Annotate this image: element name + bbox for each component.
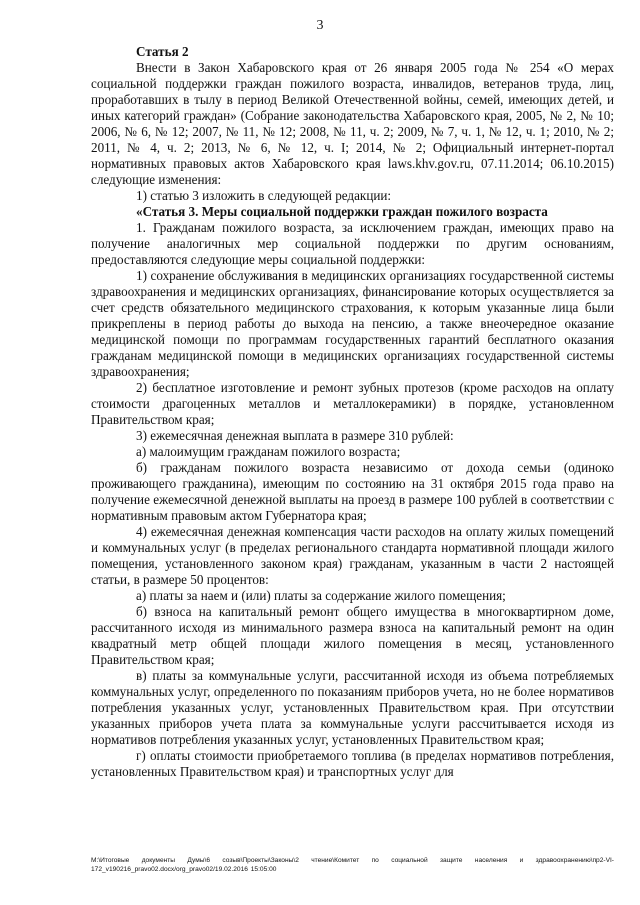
article-title: «Статья 3. Меры социальной поддержки граждан пожилого возраста bbox=[136, 204, 548, 219]
paragraph: в) платы за коммунальные услуги, рассчитанной исходя из объема потребляемых коммунальных услуг, определенного по показаниям приборов учета, но не более нормативов потребления указанных услуг, установленных Правительством края. При отсутствии указанных приборов учета плата за коммунальные услуги рассчитывается исходя из нормативов потребления указанных услуг, установленных Правительством края; bbox=[91, 668, 614, 747]
document-body bbox=[91, 44, 614, 780]
paragraph: 1) сохранение обслуживания в медицинских организациях государственной системы здравоохранения и медицинских организациях, финансирование которых осуществляется за счет средств обязательного медицинского страхования, к которым указанные лица были прикреплены в период работы до выхода на пенсию, а также внеочередное оказание медицинской помощи по программам государственных гарантий бесплатного оказания гражданам медицинской помощи в медицинских организациях государственной системы здравоохранения; bbox=[91, 268, 614, 379]
paragraph: 1. Гражданам пожилого возраста, за исключением граждан, имеющих право на получение аналогичных мер социальной поддержки по другим основаниям, предоставляются следующие меры социальной поддержки: bbox=[91, 220, 614, 267]
paragraph: б) взноса на капитальный ремонт общего имущества в многоквартирном доме, рассчитанного исходя из минимального размера взноса на капитальный ремонт на один квадратный метр общей площади жилого помещения в месяц, установленного Правительством края; bbox=[91, 604, 614, 667]
paragraph: г) оплаты стоимости приобретаемого топлива (в пределах нормативов потребления, установленных Правительством края) и транспортных услуг для bbox=[91, 748, 614, 779]
paragraph: 1) статью 3 изложить в следующей редакции: bbox=[136, 188, 392, 203]
paragraph: Внести в Закон Хабаровского края от 26 января 2005 года № 254 «О мерах социальной поддержки граждан пожилого возраста, инвалидов, ветеранов труда, лиц, проработавших в тылу в период Великой Отечественной войны, семей, имеющих детей, и иных категорий граждан» (Собрание законодательства Хабаровского края, 2005, № 2, № 10; 2006, № 6, № 12; 2007, № 11, № 12; 2008, № 11, ч. 2; 2009, № 7, ч. 1, № 12, ч. 1; 2010, № 2; 2011, № 4, ч. 2; 2013, № 6, № 12, ч. I; 2014, № 2; Официальный интернет-портал нормативных правовых актов Хабаровского края laws.khv.gov.ru, 07.11.2014; 06.10.2015) следующие изменения: bbox=[91, 60, 614, 187]
page-number: 3 bbox=[316, 18, 324, 33]
paragraph: а) платы за наем и (или) платы за содержание жилого помещения; bbox=[136, 588, 506, 603]
file-path-footer: M:\Итоговые документы Думы\6 созыв\Проекты\Законы\2 чтение\Комитет по социальной защите населения и здравоохранению\пр2-VI-172_v190216_pravo02.docx/org_pravo02/19.02.2016 15:05:00 bbox=[91, 857, 614, 873]
paragraph: 2) бесплатное изготовление и ремонт зубных протезов (кроме расходов на оплату стоимости драгоценных металлов и металлокерамики) в порядке, установленном Правительством края; bbox=[91, 380, 614, 427]
paragraph: а) малоимущим гражданам пожилого возраста; bbox=[136, 444, 401, 459]
paragraph-list bbox=[91, 60, 614, 780]
paragraph: 4) ежемесячная денежная компенсация части расходов на оплату жилых помещений и коммунальных услуг (в пределах регионального стандарта нормативной площади жилого помещения, установленного законом края) гражданам, указанным в части 2 настоящей статьи, в размере 50 процентов: bbox=[91, 524, 614, 587]
paragraph: 3) ежемесячная денежная выплата в размере 310 рублей: bbox=[136, 428, 454, 443]
paragraph: б) гражданам пожилого возраста независимо от дохода семьи (одиноко проживающего гражданина), имеющим по состоянию на 31 октября 2015 года право на получение ежемесячной денежной выплаты на проезд в размере 100 рублей в соответствии с нормативным правовым актом Губернатора края; bbox=[91, 460, 614, 523]
article-heading: Статья 2 bbox=[136, 44, 189, 59]
